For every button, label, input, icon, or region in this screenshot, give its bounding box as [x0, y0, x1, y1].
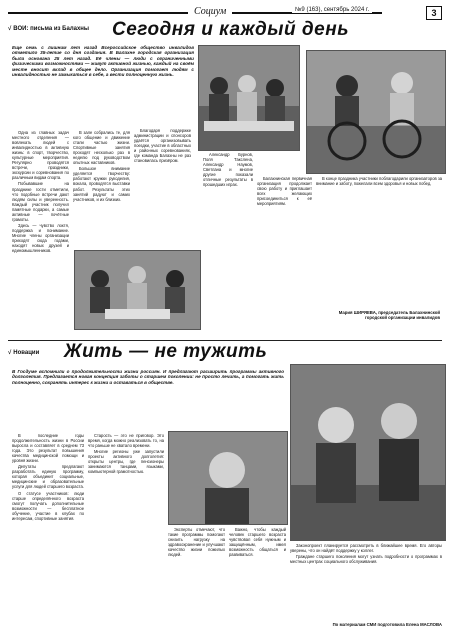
- article2-paragraph: Старость — это не приговор. Это время, когда можно реализовать то, на что раньше не хватало времени.: [88, 433, 164, 449]
- article2-paragraph: Эксперты отмечают, что такие программы помогают снизить нагрузку на здравоохранение и улучшают качество жизни пожилых людей.: [168, 527, 225, 558]
- article1-paragraph: Побывавшие на празднике гости отметили, что подобные встречи дают людям силы и уверенность. Каждый участник получил памятные подарки, а самые активные — почётные грамоты.: [12, 181, 69, 222]
- article1-photo-game: [74, 250, 201, 330]
- article2-paragraph: В последние годы продолжительность жизни в России выросла и составляет в среднем 73 года. Это результат повышения качества медицинской помощи и уровня жизни.: [12, 433, 84, 464]
- article2-paragraph: Многие регионы уже запустили проекты активного долголетия: открыты центры, где пенсионеры занимаются танцами, языками, компьютерной грамотностью.: [88, 449, 164, 475]
- article1-paragraph: Благодаря поддержке администрации и спонсоров удаётся организовывать поездки, участие в областных и районных соревнованиях, где команда Балахны не раз становилась призёром.: [134, 128, 191, 164]
- article1-photo-group: [198, 45, 300, 151]
- article1-column-6: [316, 176, 442, 306]
- article2-paragraph: Депутаты предлагают разработать единую программу, которая объединит социальные, медицинские и образовательные услуги для людей старшего возраста.: [12, 464, 84, 490]
- article2-column-5: [290, 543, 442, 621]
- article2-paragraph: Законопроект планируется рассмотреть в ближайшее время. Его авторы уверены, что он найдёт поддержку у коллег.: [290, 543, 442, 554]
- article1-paragraph: В конце праздника участники поблагодарили организаторов за внимание и заботу, пожелали всем здоровья и новых побед.: [316, 176, 442, 187]
- article2-column-3: [168, 527, 225, 633]
- article1-paragraph: Балахнинская первичная организация продолжает свою работу и приглашает всех желающих присоединиться к её мероприятиям.: [257, 176, 312, 207]
- article2-column-2: [88, 433, 164, 633]
- article1-paragraph: Одна из главных задач местного отделения — вовлекать людей с инвалидностью в активную жизнь: в спорт, творчество, культурные мероприятия. Регулярно проводятся встречи, праздники, экскурсии и соревнования по различным видам спорта.: [12, 130, 69, 181]
- section-title: Социум: [188, 6, 232, 17]
- article1-paragraph: В зале собрались те, для кого общение и движение стали частью жизни. Спортивные занятия проходят несколько раз в неделю под руководством опытных наставников.: [73, 130, 130, 166]
- checkmark-icon: √: [8, 26, 12, 32]
- article2-paragraph: Граждане старшего поколения могут узнать подробности о программах в местных центрах социального обслуживания.: [290, 554, 442, 565]
- article2-paragraph: О статусе участников: люди старше определённого возраста смогут получать дополнительные возможности — бесплатное обучение, участие в клубах по интересам, спортивные занятия.: [12, 490, 84, 521]
- article1-paragraph: Александр Бурнов, Поля Такслена, Александр Наумов, Светлана и многие другие показали отличные результаты в прошедших играх.: [203, 152, 253, 188]
- article2-signature: По материалам СМИ подготовила Елена МАСЛОВА: [332, 622, 442, 627]
- article1-lead: Еще семь с лишним лет назад Всероссийское общество инвалидов отметило 35-летие со дня создания. В Балахне городская организация была основана 25 лет назад. Её члены — люди с ограниченными физическими возможностями — живут активной жизнью, каждый на своём месте вносит вклад в общее дело. Организация помогает людям с инвалидностью не замыкаться в себе, а вести полноценную жизнь.: [12, 45, 194, 78]
- article1-signature: Мария ШИРЯЕВА, председатель Балахнинской городской организации инвалидов: [338, 310, 440, 321]
- issue-info: №9 (163), сентябрь 2024 г.: [292, 7, 372, 13]
- page-header: [8, 6, 442, 20]
- article1-paragraph: Здесь — чувство локтя, поддержка и понимание. Многие члены организации приходят сюда годами, находят новых друзей и единомышленников.: [12, 222, 69, 254]
- article2-photo-man: [168, 431, 288, 525]
- article1-paragraph: Большое внимание уделяется творчеству: работают кружки рукоделия, вокала, проводятся выставки работ. Результаты этих занятий радуют и самих участников, и их близких.: [73, 166, 130, 202]
- article2-headline: Жить — не тужить: [64, 341, 268, 362]
- article2-kicker: √ Новации: [8, 350, 40, 356]
- page-number: 3: [426, 6, 442, 20]
- article2-photo-elderly: [290, 364, 446, 541]
- article1-headline: Сегодня и каждый день: [112, 19, 349, 40]
- article1-column-5: [257, 176, 312, 334]
- article2-paragraph: Важно, чтобы каждый человек старшего возраста чувствовал себя нужным и защищённым, имел возможность общаться и развиваться.: [229, 527, 286, 558]
- article1-column-4: [203, 152, 253, 334]
- article1-column-3: [134, 128, 191, 248]
- article2-column-4: [229, 527, 286, 633]
- checkmark-icon: √: [8, 350, 12, 356]
- article2-column-1: [12, 433, 84, 633]
- article1-kicker: √ ВОИ: письма из Балахны: [8, 26, 90, 32]
- article2-lead: В Госдуме вспомнили о продолжительности жизни россиян. И предлагают расширить программы активного долголетия. Предлагается новая концепция заботы о старшем поколении: не просто лечить, а помогать жить полноценно, сохранять интерес к жизни и оставаться в обществе.: [12, 369, 284, 385]
- article1-photo-wheelchair: [306, 50, 446, 174]
